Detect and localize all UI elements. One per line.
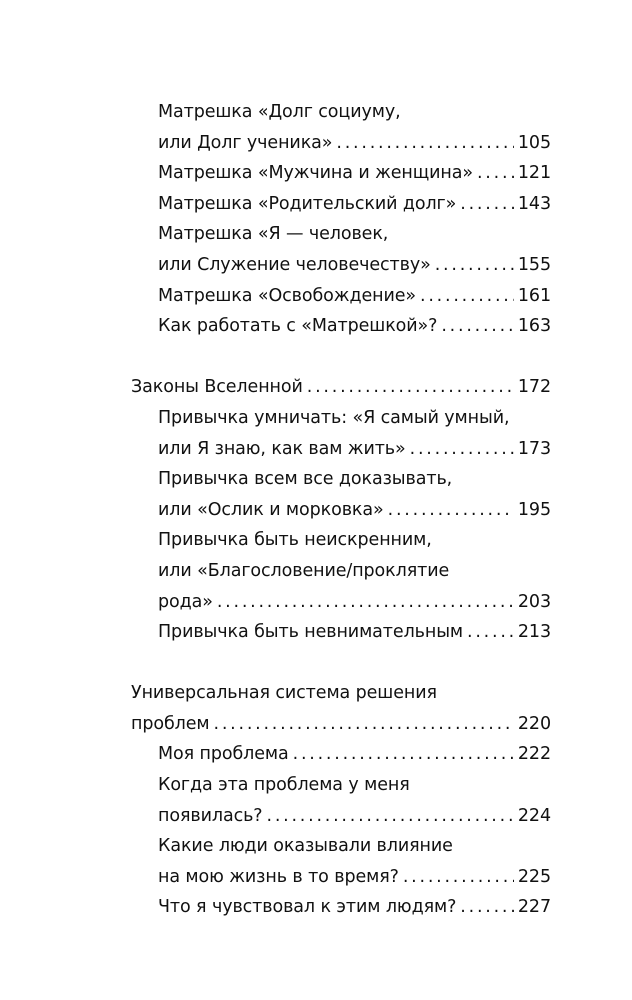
toc-entry	[131, 189, 551, 220]
toc-entry-line	[131, 403, 551, 434]
toc-entry	[131, 495, 551, 526]
toc-entry	[131, 892, 551, 923]
dot-leader	[420, 281, 514, 312]
section-gap	[131, 342, 551, 373]
toc-page-number: 225	[517, 866, 551, 887]
toc-entry	[131, 739, 551, 770]
toc-heading	[131, 709, 551, 740]
toc-entry	[131, 587, 551, 618]
toc-entry	[131, 250, 551, 281]
toc-heading-line	[131, 678, 551, 709]
toc-heading	[131, 372, 551, 403]
toc-page-number: 173	[517, 438, 551, 459]
toc-entry-title: появилась?	[158, 805, 263, 826]
dot-leader	[467, 617, 514, 648]
toc-page-number: 227	[517, 897, 551, 918]
toc-entry-title: Матрешка «Освобождение»	[158, 285, 417, 306]
toc-entry-title: Как работать с «Матрешкой»?	[158, 316, 438, 337]
toc-page-number: 161	[517, 285, 551, 306]
toc-entry	[131, 311, 551, 342]
toc-entry-title: Моя проблема	[158, 744, 289, 765]
toc-page-number: 222	[517, 744, 551, 765]
toc-page-number: 121	[517, 163, 551, 184]
toc-page-number: 105	[517, 132, 551, 153]
toc-entry-line	[131, 219, 551, 250]
table-of-contents	[131, 97, 551, 923]
section-gap	[131, 648, 551, 679]
toc-page-number: 163	[517, 316, 551, 337]
dot-leader	[460, 189, 514, 220]
dot-leader	[403, 862, 514, 893]
toc-entry-title: или «Ослик и морковка»	[158, 499, 384, 520]
dot-leader	[441, 311, 514, 342]
toc-heading-title: проблем	[131, 713, 210, 734]
toc-entry	[131, 281, 551, 312]
toc-entry-title: Привычка умничать: «Я самый умный,	[158, 407, 510, 428]
toc-heading-title: Законы Вселенной	[131, 377, 303, 398]
toc-entry-title: или Я знаю, как вам жить»	[158, 438, 406, 459]
toc-entry	[131, 158, 551, 189]
dot-leader	[388, 495, 514, 526]
toc-entry	[131, 617, 551, 648]
toc-entry-line	[131, 556, 551, 587]
toc-entry-title: или Долг ученика»	[158, 132, 333, 153]
dot-leader	[267, 801, 514, 832]
toc-entry-title: Что я чувствовал к этим людям?	[158, 897, 457, 918]
toc-entry-title: или «Благословение/проклятие	[158, 560, 450, 581]
toc-entry-title: Матрешка «Долг социуму,	[158, 102, 401, 122]
dot-leader	[336, 128, 513, 159]
toc-entry	[131, 862, 551, 893]
toc-entry-title: Матрешка «Родительский долг»	[158, 193, 457, 214]
dot-leader	[214, 709, 514, 740]
toc-entry-title: Привычка всем все доказывать,	[158, 469, 453, 490]
toc-page-number: 143	[517, 193, 551, 214]
toc-page-number: 220	[517, 713, 551, 734]
toc-page-number: 195	[517, 499, 551, 520]
toc-page-number: 172	[517, 377, 551, 398]
dot-leader	[477, 158, 514, 189]
toc-page-number: 213	[517, 622, 551, 643]
dot-leader	[435, 250, 514, 281]
toc-entry-title: Матрешка «Я — человек,	[158, 224, 389, 245]
toc-entry-line	[131, 770, 551, 801]
toc-entry-line	[131, 525, 551, 556]
toc-entry-line	[131, 831, 551, 862]
toc-entry-line	[131, 97, 551, 128]
toc-entry-title: на мою жизнь в то время?	[158, 866, 399, 887]
toc-entry-line	[131, 464, 551, 495]
toc-page-number: 155	[517, 254, 551, 275]
toc-entry-title: рода»	[158, 591, 213, 612]
toc-heading-title: Универсальная система решения	[131, 683, 437, 704]
toc-entry-title: Какие люди оказывали влияние	[158, 836, 453, 857]
dot-leader	[460, 892, 514, 923]
toc-entry-title: или Служение человечеству»	[158, 254, 431, 275]
toc-entry	[131, 128, 551, 159]
toc-entry-title: Когда эта проблема у меня	[158, 775, 410, 796]
dot-leader	[410, 434, 514, 465]
dot-leader	[217, 587, 514, 618]
dot-leader	[307, 372, 514, 403]
toc-entry	[131, 801, 551, 832]
toc-page-number: 203	[517, 591, 551, 612]
toc-entry	[131, 434, 551, 465]
toc-entry-title: Привычка быть неискренним,	[158, 530, 432, 551]
dot-leader	[293, 739, 514, 770]
toc-entry-title: Матрешка «Мужчина и женщина»	[158, 163, 473, 184]
toc-page-number: 224	[517, 805, 551, 826]
toc-entry-title: Привычка быть невнимательным	[158, 622, 464, 643]
